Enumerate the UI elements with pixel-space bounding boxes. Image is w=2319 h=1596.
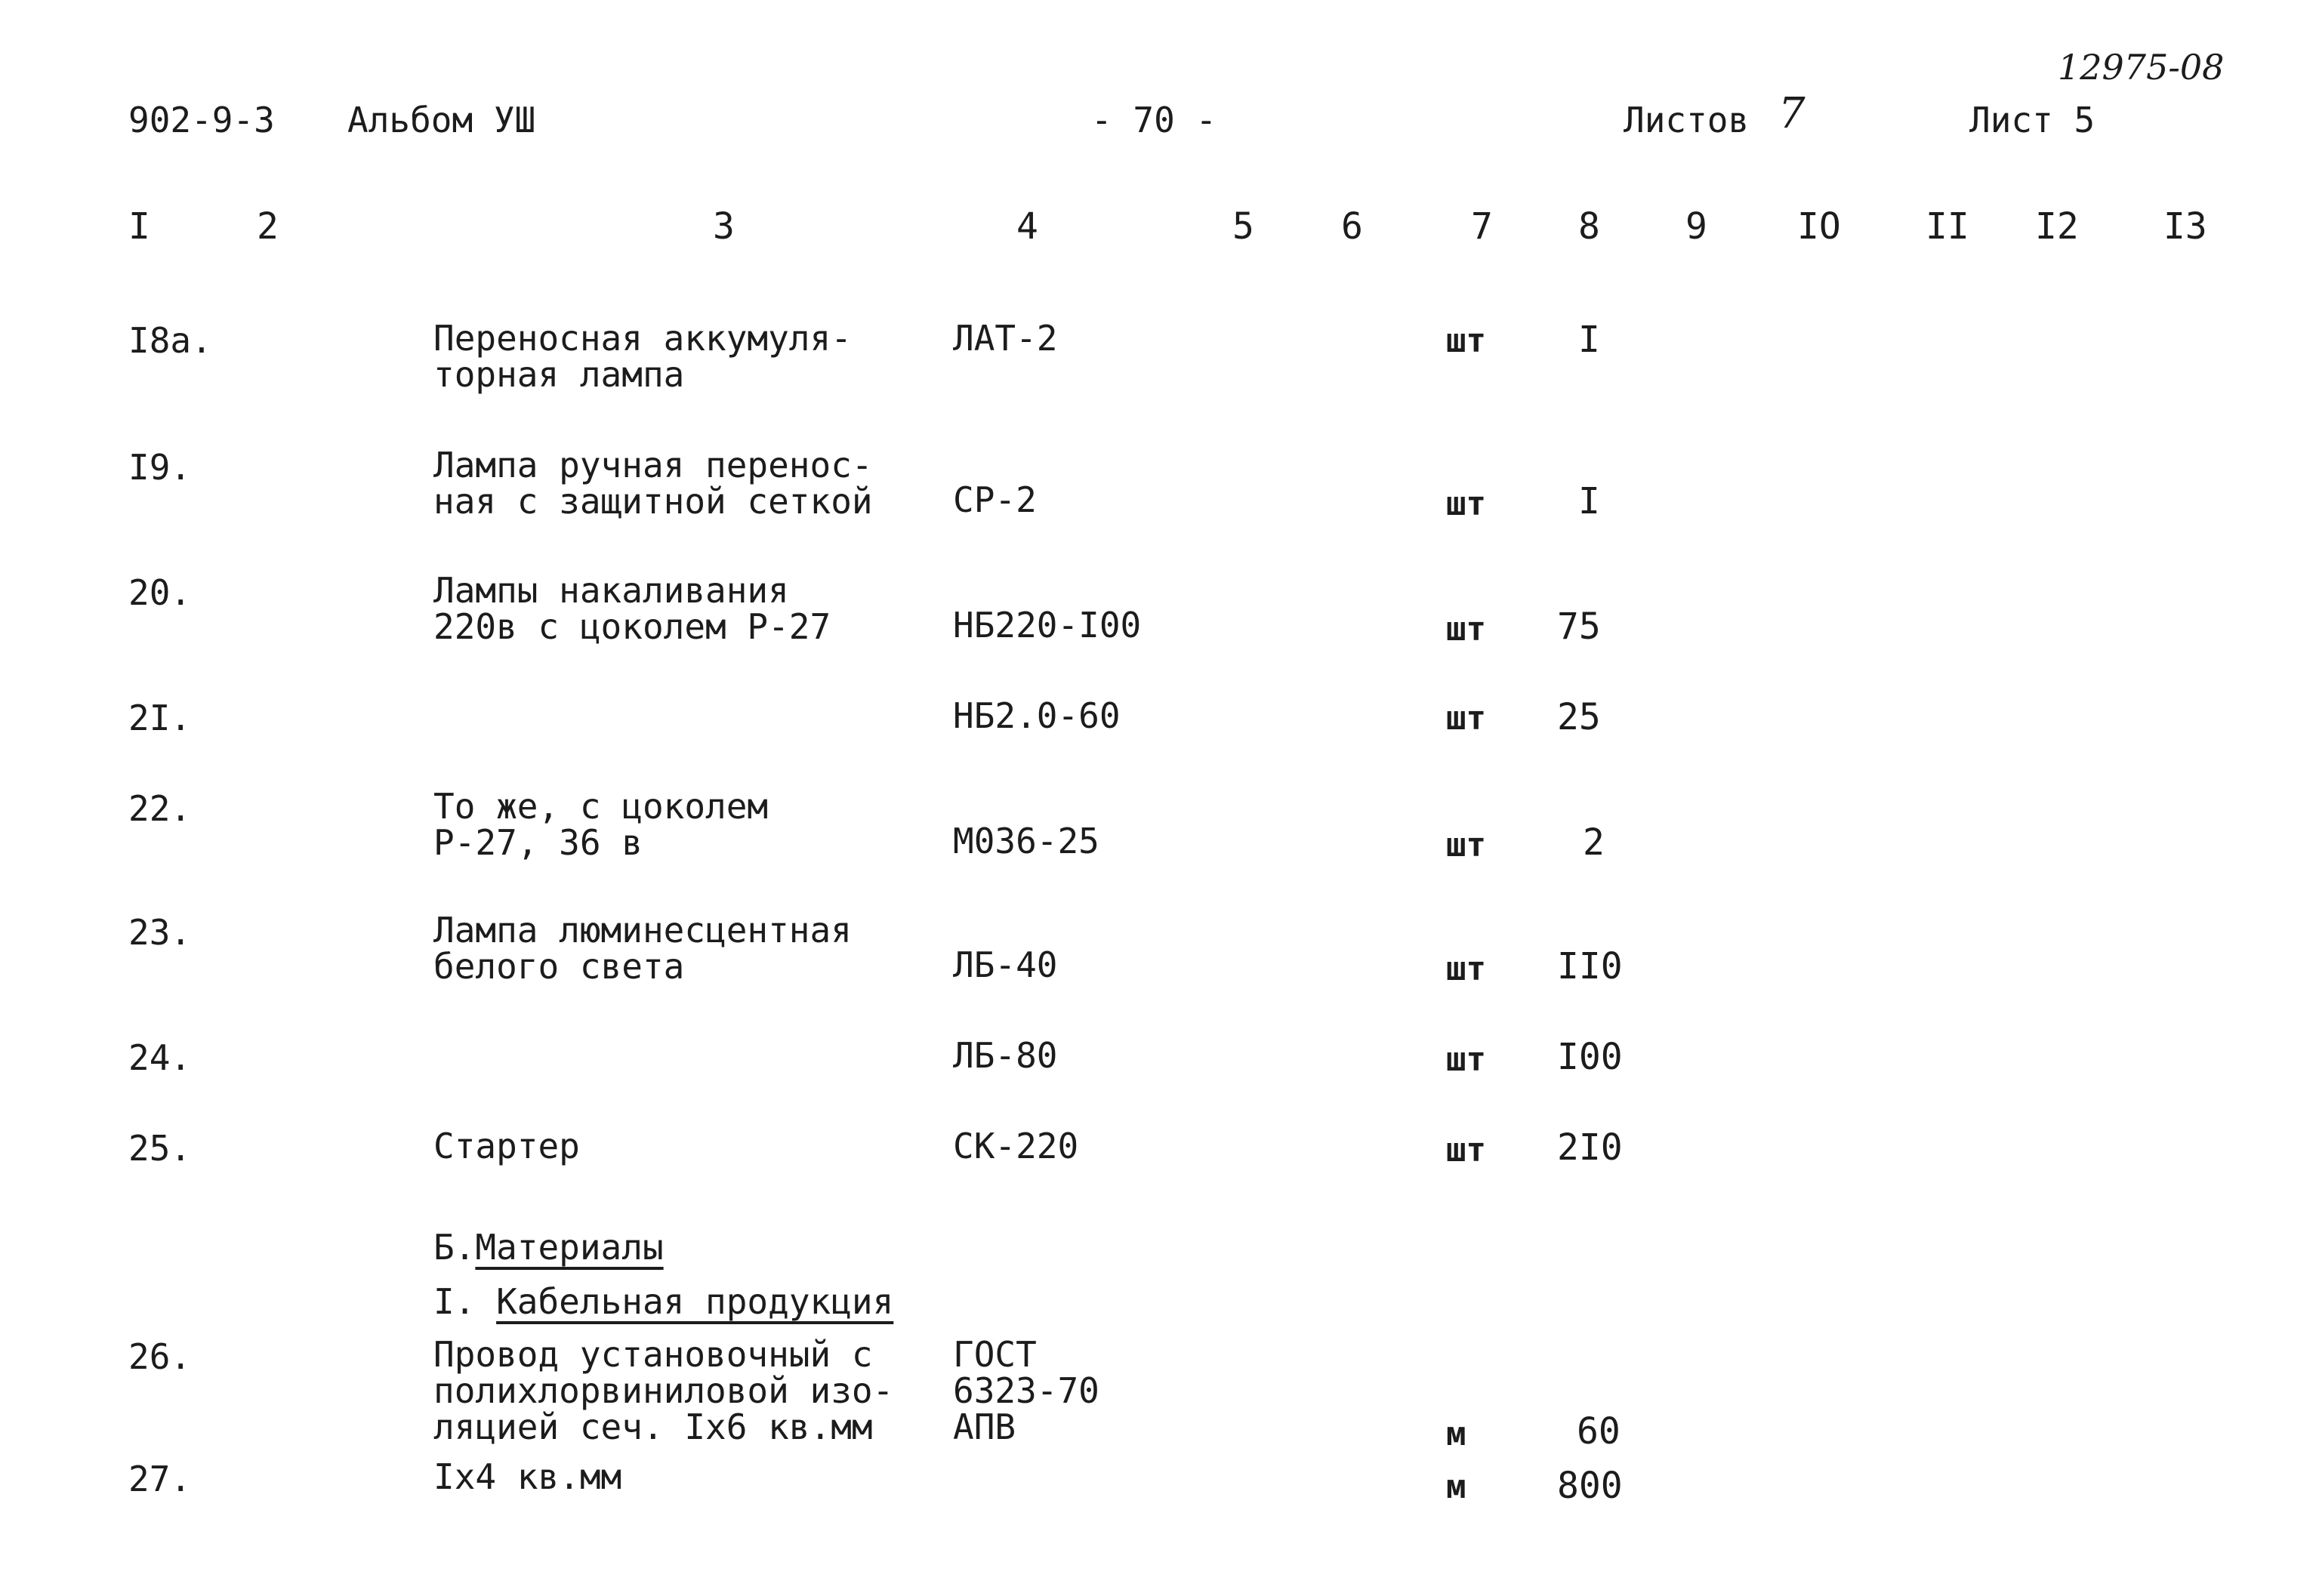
section-heading [433, 1227, 664, 1268]
column-number: 8 [1578, 205, 1600, 248]
item-name-line: ляцией сеч. Iх6 кв.мм [433, 1407, 873, 1447]
item-name-line: Стартер [433, 1126, 580, 1166]
item-unit: шт [1446, 699, 1486, 738]
item-code: НБ220-I00 [953, 605, 1142, 645]
sheet-label: Лист 5 [1969, 100, 2095, 140]
item-quantity: 25 [1557, 696, 1601, 738]
subsection-prefix: I. [433, 1281, 476, 1322]
item-code: ЛАТ-2 [953, 318, 1058, 359]
row-number: 22. [128, 788, 192, 829]
item-code: ЛБ-40 [953, 944, 1058, 985]
item-name-line: Iх4 кв.мм [433, 1456, 622, 1497]
item-quantity: 2 [1583, 821, 1605, 864]
item-unit: шт [1446, 950, 1486, 988]
item-unit: м [1446, 1468, 1466, 1506]
item-code: ГОСТ [953, 1334, 1037, 1375]
item-code: ЛБ-80 [953, 1035, 1058, 1076]
row-number: 27. [128, 1459, 192, 1499]
row-number: 20. [128, 572, 192, 613]
item-name-line: Лампа ручная перенос- [433, 445, 873, 485]
row-number: 23. [128, 912, 192, 953]
item-unit: шт [1446, 1131, 1486, 1169]
item-name-line: торная лампа [433, 354, 685, 395]
column-number: 3 [713, 205, 735, 248]
page-number: - 70 - [1091, 100, 1217, 140]
item-name-line: Провод установочный с [433, 1334, 873, 1375]
subsection-title: Кабельная продукция [496, 1281, 894, 1322]
column-number: I [128, 205, 150, 248]
document-code: 902-9-3 [128, 100, 275, 140]
column-number: 5 [1232, 205, 1254, 248]
item-name-line: То же, с цоколем [433, 786, 769, 827]
item-name-line: Р-27, 36 в [433, 822, 643, 863]
section-title: Материалы [475, 1227, 664, 1268]
item-quantity: I [1578, 319, 1600, 361]
item-unit: шт [1446, 1040, 1486, 1079]
item-quantity: 800 [1557, 1465, 1623, 1507]
archive-stamp: 12975-08 [2058, 47, 2225, 88]
item-unit: шт [1446, 826, 1486, 864]
column-number: I2 [2035, 205, 2079, 248]
item-name-line: полихлорвиниловой изо- [433, 1370, 894, 1411]
item-code: НБ2.0-60 [953, 695, 1121, 736]
row-number: 2I. [128, 698, 192, 738]
column-number: 4 [1016, 205, 1038, 248]
item-code: АПВ [953, 1407, 1016, 1447]
subsection-heading [433, 1283, 893, 1320]
sheets-value: 7 [1778, 89, 1806, 138]
item-unit: шт [1446, 610, 1486, 649]
row-number: 26. [128, 1336, 192, 1377]
item-unit: шт [1446, 322, 1486, 360]
row-number: I8a. [128, 320, 212, 361]
column-number: I3 [2163, 205, 2207, 248]
column-number: 2 [257, 205, 279, 248]
item-name-line: Лампы накаливания [433, 570, 789, 611]
item-quantity: 60 [1577, 1410, 1621, 1453]
row-number: 24. [128, 1037, 192, 1078]
section-prefix: Б. [433, 1227, 476, 1268]
album-label: Альбом УШ [347, 100, 536, 140]
item-code: СР-2 [953, 479, 1037, 520]
column-number: 6 [1341, 205, 1363, 248]
item-quantity: I00 [1557, 1036, 1623, 1078]
item-code: М036-25 [953, 821, 1099, 861]
item-name-line: Переносная аккумуля- [433, 318, 852, 359]
item-quantity: 75 [1557, 605, 1601, 648]
row-number: 25. [128, 1128, 192, 1169]
item-unit: шт [1446, 485, 1486, 523]
item-quantity: 2I0 [1557, 1126, 1623, 1169]
item-name-line: Лампа люминесцентная [433, 910, 852, 951]
item-name-line: ная с защитной сеткой [433, 481, 873, 522]
column-number: IO [1797, 205, 1841, 248]
column-number: 9 [1685, 205, 1707, 248]
item-code: 6323-70 [953, 1370, 1099, 1411]
item-quantity: I [1578, 480, 1600, 522]
item-name-line: 220в с цоколем Р-27 [433, 606, 831, 647]
item-unit: м [1446, 1415, 1466, 1453]
item-code: СК-220 [953, 1126, 1079, 1166]
item-quantity: II0 [1557, 945, 1623, 987]
row-number: I9. [128, 447, 192, 488]
column-number: 7 [1471, 205, 1493, 248]
item-name-line: белого света [433, 946, 685, 987]
column-number: II [1926, 205, 1969, 248]
sheets-label: Листов [1624, 100, 1750, 140]
